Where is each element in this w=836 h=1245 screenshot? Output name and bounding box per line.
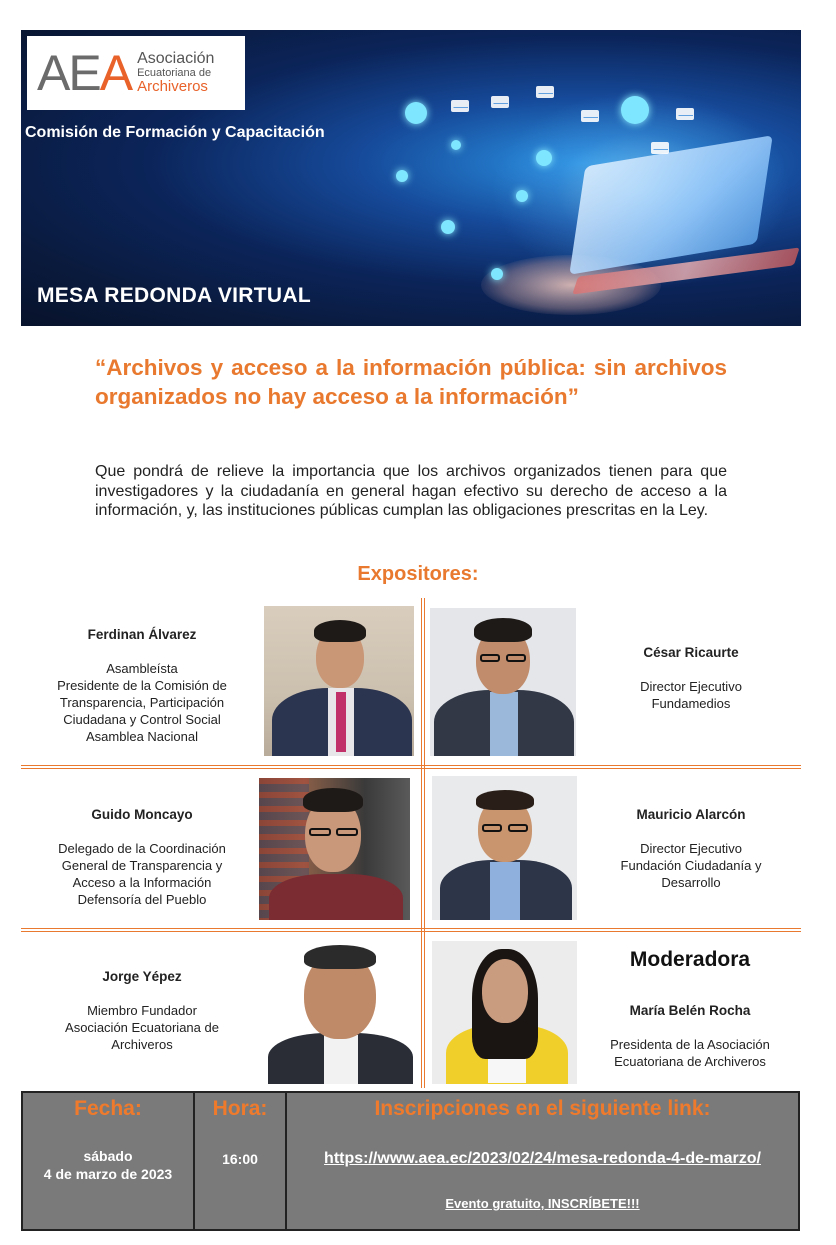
grid-divider-horizontal: [21, 928, 801, 932]
speaker-role: Fundación Ciudadanía y: [620, 858, 762, 873]
speaker-photo-mauricio: [432, 776, 577, 920]
speaker-role: Presidente de la Comisión de: [57, 678, 227, 693]
email-icon: [451, 100, 469, 112]
speaker-role: Delegado de la Coordinación: [58, 841, 226, 856]
free-event-wrap: [287, 1194, 798, 1213]
spacer: [596, 823, 786, 840]
moderator-role: Ecuatoriana de Archiveros: [614, 1054, 766, 1069]
registration-link-wrap: [287, 1149, 798, 1168]
moderator-card: [590, 1002, 790, 1070]
registration-column: [287, 1093, 798, 1229]
spacer: [590, 1019, 790, 1036]
aea-logo: [27, 36, 245, 110]
speakers-heading: Expositores:: [357, 563, 479, 585]
network-node-icon: [491, 268, 503, 280]
moderator-role: Presidenta de la Asociación: [610, 1037, 770, 1052]
network-node-icon: [451, 140, 461, 150]
moderator-label: Moderadora: [629, 948, 751, 971]
speaker-role: Acceso a la Información: [72, 875, 212, 890]
logo-mark: AEA: [37, 45, 132, 101]
event-headline: “Archivos y acceso a la información pública: sin archivos organizados no hay acceso a la información”: [95, 355, 727, 409]
speaker-role: Director Ejecutivo: [640, 841, 742, 856]
date-header: Fecha:: [74, 1097, 142, 1120]
speaker-card-jorge: [24, 968, 260, 1053]
speaker-name: Guido Moncayo: [91, 807, 193, 822]
email-icon: [651, 142, 669, 154]
date-column: [23, 1093, 195, 1229]
speaker-photo-ferdinan: [264, 606, 414, 756]
speaker-card-cesar: [596, 644, 786, 712]
speaker-role: General de Transparencia y: [61, 858, 223, 873]
spacer: [24, 823, 260, 840]
speaker-name: Ferdinan Álvarez: [87, 627, 197, 642]
email-icon: [581, 110, 599, 122]
event-type-title: MESA REDONDA VIRTUAL: [37, 284, 311, 307]
speaker-role: Transparencia, Participación: [59, 695, 225, 710]
speaker-role: Asamblea Nacional: [85, 729, 198, 744]
network-node-icon: [536, 150, 552, 166]
speaker-name: Jorge Yépez: [102, 969, 182, 984]
speaker-photo-cesar: [430, 608, 576, 756]
time-value: 16:00: [222, 1151, 258, 1167]
email-icon: [491, 96, 509, 108]
speaker-role: Director Ejecutivo: [640, 679, 742, 694]
speaker-role: Asambleísta: [106, 661, 178, 676]
email-icon: [536, 86, 554, 98]
logo-text: [137, 52, 214, 94]
spacer: [24, 643, 260, 660]
free-event-text: Evento gratuito, INSCRÍBETE!!!: [445, 1196, 640, 1211]
speaker-card-mauricio: [596, 806, 786, 891]
speaker-card-ferdinan: [24, 626, 260, 745]
grid-divider-vertical: [421, 598, 425, 1088]
logo-line-3: Archiveros: [137, 78, 208, 95]
speaker-role: Asociación Ecuatoriana de: [65, 1020, 219, 1035]
grid-divider-horizontal: [21, 765, 801, 769]
commission-title: Comisión de Formación y Capacitación: [25, 124, 325, 141]
logo-line-1: Asociación: [137, 50, 215, 67]
time-column: [195, 1093, 287, 1229]
event-description: Que pondrá de relieve la importancia que los archivos organizados tienen para que investigadores y la ciudadanía en general hagan efectivo su derecho de acceso a la información, y, las instituciones públicas cumplan las obligaciones prescritas en la Ley.: [95, 463, 727, 519]
spacer: [24, 985, 260, 1002]
network-node-icon: [516, 190, 528, 202]
spacer: [596, 661, 786, 678]
time-header: Hora:: [212, 1097, 268, 1120]
date-day: sábado: [83, 1148, 133, 1164]
speaker-role: Defensoría del Pueblo: [77, 892, 207, 907]
moderator-name: María Belén Rocha: [629, 1003, 751, 1018]
speaker-role: Ciudadana y Control Social: [63, 712, 221, 727]
speaker-role: Miembro Fundador: [87, 1003, 197, 1018]
header-banner: [21, 30, 801, 326]
speaker-photo-jorge: [268, 941, 413, 1084]
speaker-role: Fundamedios: [651, 696, 731, 711]
speaker-card-guido: [24, 806, 260, 908]
registration-header: Inscripciones en el siguiente link:: [374, 1097, 711, 1120]
email-icon: [676, 108, 694, 120]
speaker-role: Archiveros: [111, 1037, 173, 1052]
network-node-icon: [396, 170, 408, 182]
network-node-icon: [441, 220, 455, 234]
moderator-photo: [432, 941, 577, 1084]
network-node-icon: [405, 102, 427, 124]
speaker-name: César Ricaurte: [643, 645, 739, 660]
speaker-name: Mauricio Alarcón: [636, 807, 746, 822]
date-value: 4 de marzo de 2023: [43, 1166, 173, 1182]
registration-link[interactable]: https://www.aea.ec/2023/02/24/mesa-redonda-4-de-marzo/: [324, 1150, 761, 1167]
speaker-role: Desarrollo: [661, 875, 721, 890]
speaker-photo-guido: [259, 778, 410, 920]
logo-line-2: Ecuatoriana de: [137, 67, 212, 79]
event-info-table: [21, 1091, 800, 1231]
network-node-icon: [621, 96, 649, 124]
